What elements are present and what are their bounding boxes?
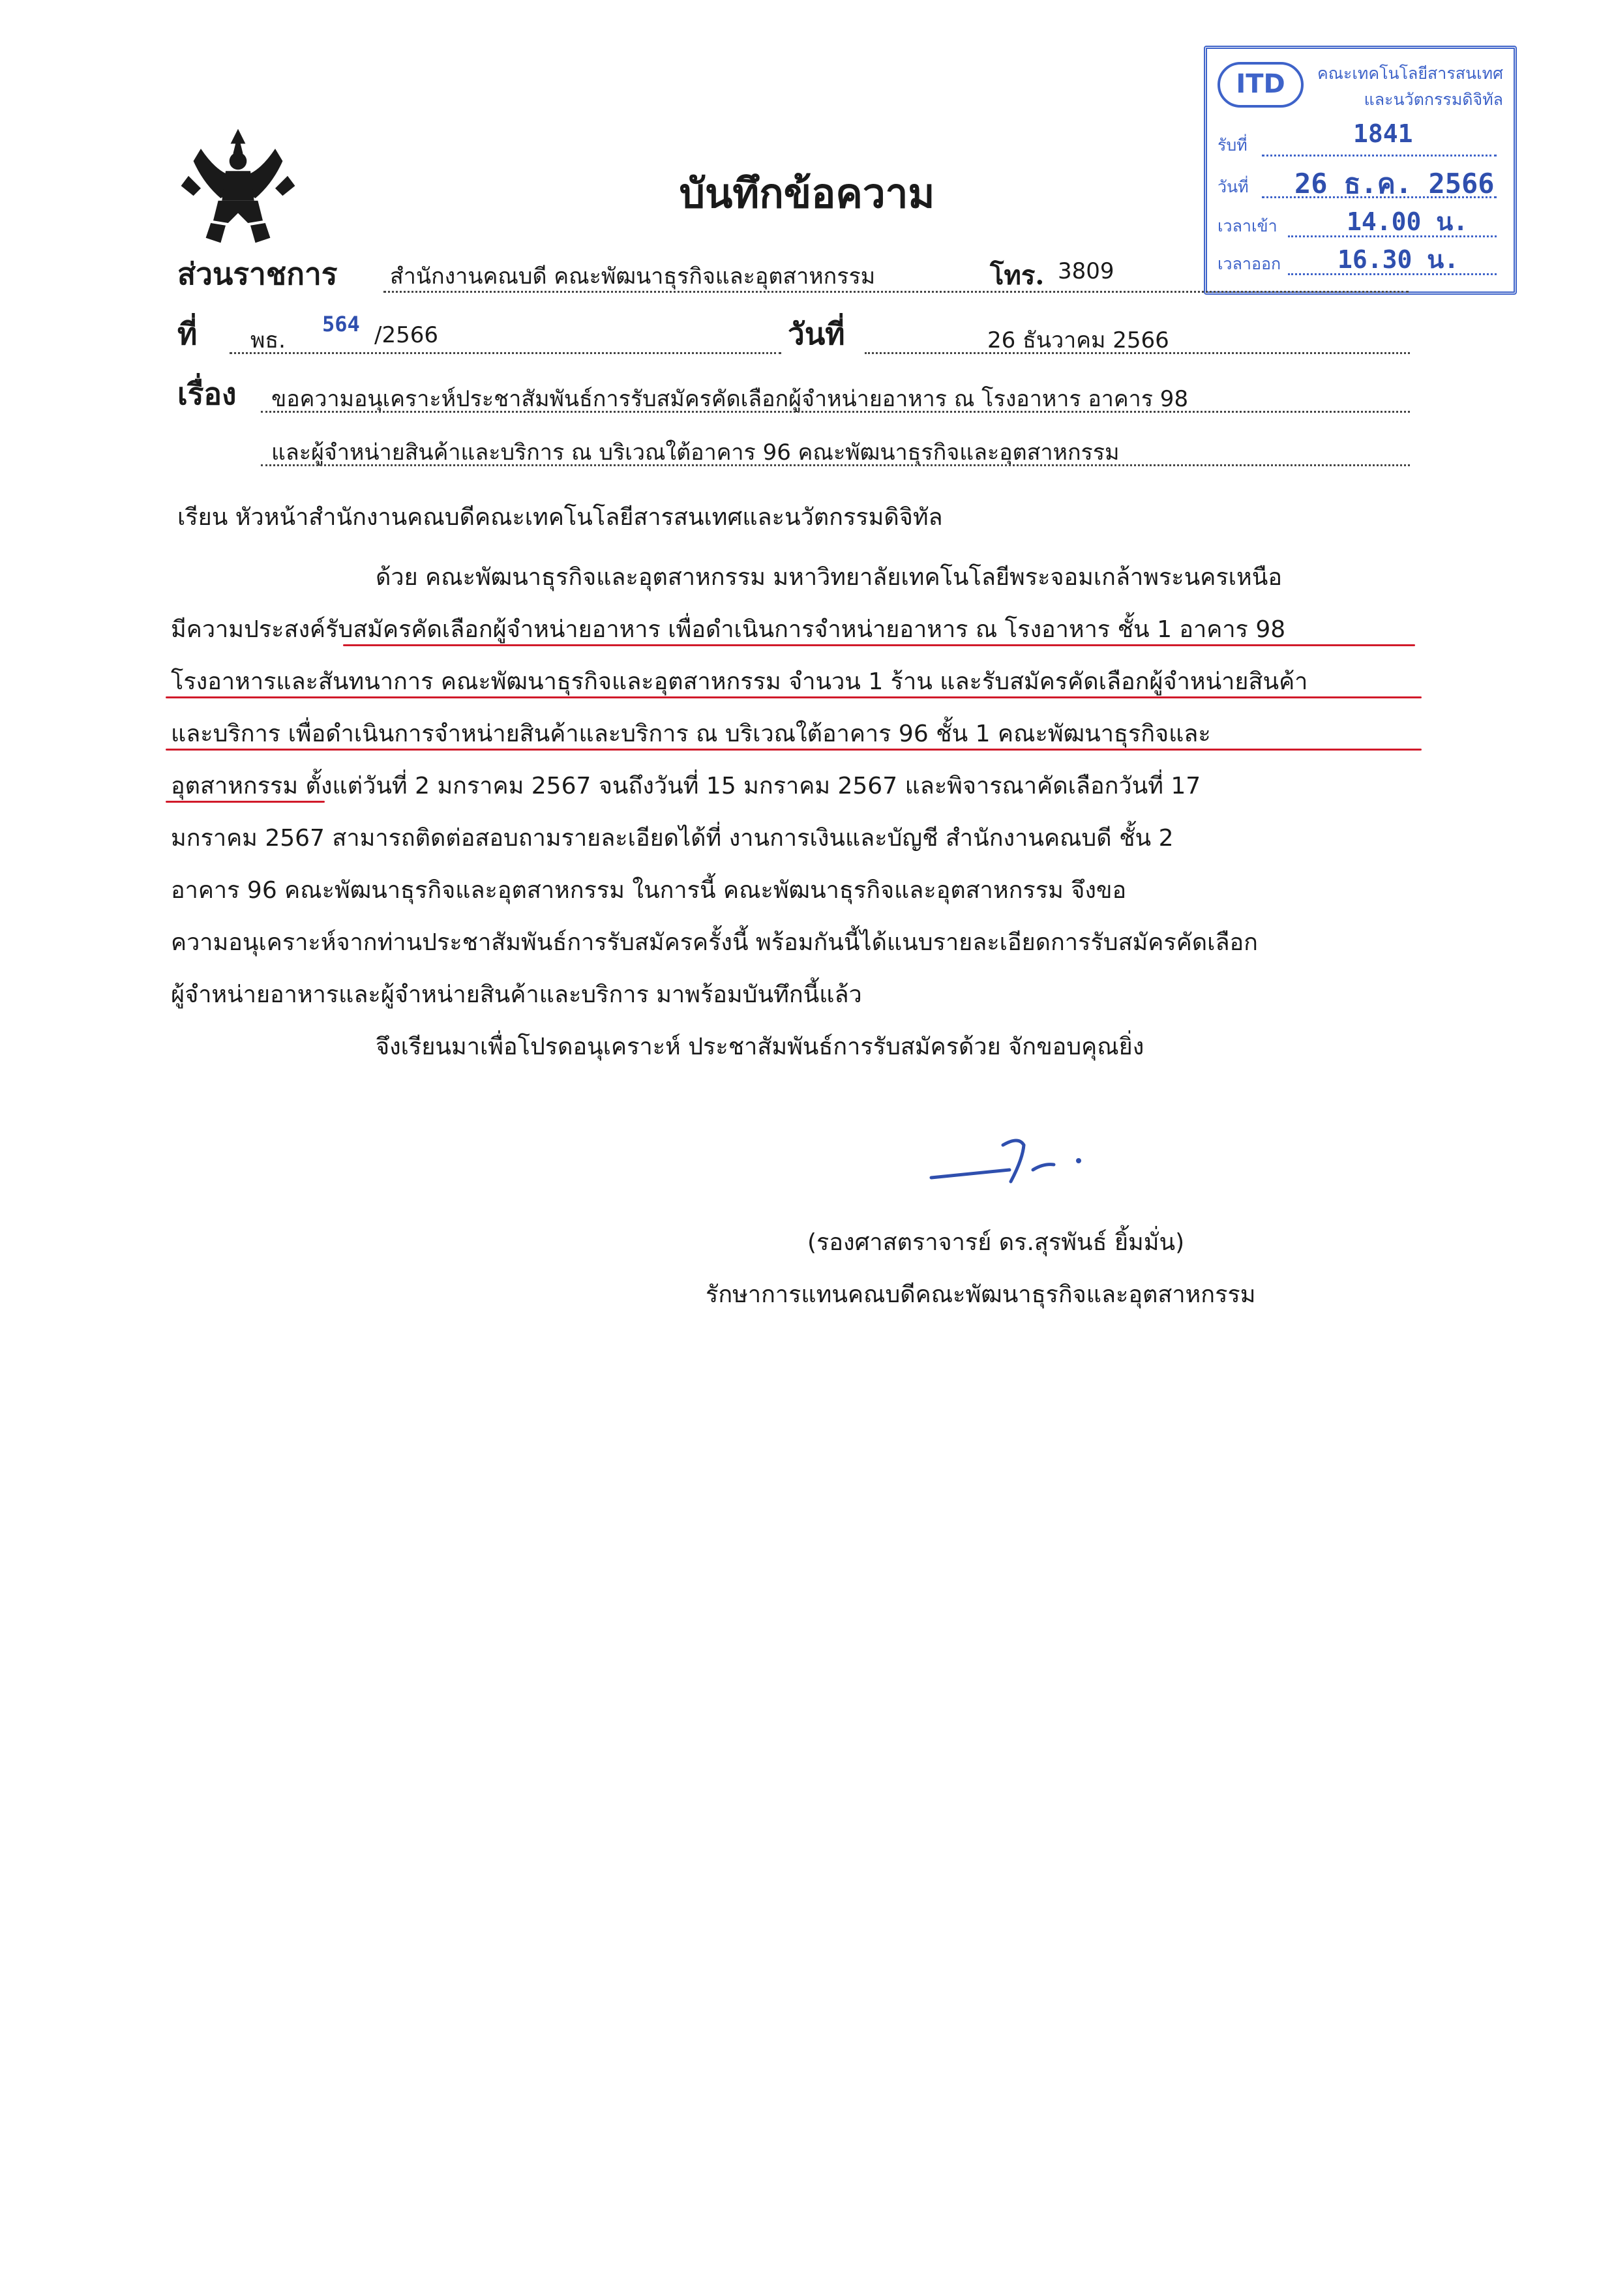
ref-number: 564	[322, 312, 360, 336]
stamp-time-out-label: เวลาออก	[1218, 254, 1281, 273]
body-line: โรงอาหารและสันทนาการ คณะพัฒนาธุรกิจและอุตสาหกรรม จำนวน 1 ร้าน และรับสมัครคัดเลือกผู้จำหน่ายสินค้า	[171, 668, 1308, 695]
stamp-logo: ITD	[1218, 62, 1304, 108]
red-underline	[166, 749, 1422, 751]
agency-label: ส่วนราชการ	[177, 256, 338, 291]
subject-label: เรื่อง	[177, 376, 237, 411]
stamp-time-out-value: 16.30 น.	[1338, 245, 1459, 274]
date-dotline	[865, 352, 1410, 354]
stamp-date-value: 26 ธ.ค. 2566	[1294, 168, 1495, 200]
signature-icon	[926, 1122, 1102, 1193]
body-line: ด้วย คณะพัฒนาธุรกิจและอุตสาหกรรม มหาวิทยาลัยเทคโนโลยีพระจอมเกล้าพระนครเหนือ	[376, 564, 1282, 591]
stamp-received-value: 1841	[1353, 119, 1413, 148]
stamp-org-line1: คณะเทคโนโลยีสารสนเทศ	[1317, 64, 1503, 83]
red-underline	[166, 696, 1422, 698]
subject-line-1: ขอความอนุเคราะห์ประชาสัมพันธ์การรับสมัครคัดเลือกผู้จำหน่ายอาหาร ณ โรงอาหาร อาคาร 98	[271, 386, 1189, 412]
stamp-received-label: รับที่	[1218, 136, 1248, 155]
tel-value: 3809	[1058, 258, 1114, 284]
red-underline	[343, 644, 1415, 646]
subject-dotline-2	[261, 464, 1410, 466]
salutation: เรียน หัวหน้าสำนักงานคณบดีคณะเทคโนโลยีสารสนเทศและนวัตกรรมดิจิทัล	[177, 504, 943, 531]
date-label: วันที่	[788, 316, 845, 351]
stamp-dots	[1262, 155, 1497, 157]
body-line: มกราคม 2567 สามารถติดต่อสอบถามรายละเอียดได้ที่ งานการเงินและบัญชี สำนักงานคณบดี ชั้น 2	[171, 825, 1174, 852]
signer-position: รักษาการแทนคณบดีคณะพัฒนาธุรกิจและอุตสาหกรรม	[706, 1281, 1256, 1308]
body-line: อุตสาหกรรม ตั้งแต่วันที่ 2 มกราคม 2567 จนถึงวันที่ 15 มกราคม 2567 และพิจารณาคัดเลือกวันที่ 17	[171, 773, 1201, 799]
ref-dotline	[230, 352, 781, 354]
body-line: ผู้จำหน่ายอาหารและผู้จำหน่ายสินค้าและบริการ มาพร้อมบันทึกนี้แล้ว	[171, 981, 862, 1008]
red-underline	[166, 801, 325, 803]
stamp-org-line2: และนวัตกรรมดิจิทัล	[1364, 90, 1503, 109]
ref-prefix: พธ.	[250, 327, 286, 353]
document-title: บันทึกข้อความ	[679, 170, 935, 217]
agency-value: สำนักงานคณบดี คณะพัฒนาธุรกิจและอุตสาหกรรม	[390, 263, 876, 290]
ref-label: ที่	[177, 316, 198, 351]
body-line: และบริการ เพื่อดำเนินการจำหน่ายสินค้าและบริการ ณ บริเวณใต้อาคาร 96 ชั้น 1 คณะพัฒนาธุรกิจและ	[171, 721, 1211, 747]
body-line: มีความประสงค์รับสมัครคัดเลือกผู้จำหน่ายอาหาร เพื่อดำเนินการจำหน่ายอาหาร ณ โรงอาหาร ชั้น 1 อาคาร 98	[171, 616, 1286, 643]
agency-dotline	[383, 291, 1409, 293]
closing-line: จึงเรียนมาเพื่อโปรดอนุเคราะห์ ประชาสัมพันธ์การรับสมัครด้วย จักขอบคุณยิ่ง	[376, 1034, 1144, 1060]
body-line: ความอนุเคราะห์จากท่านประชาสัมพันธ์การรับสมัครครั้งนี้ พร้อมกันนี้ได้แนบรายละเอียดการรับสมัครคัดเลือก	[171, 929, 1258, 956]
ref-suffix: /2566	[374, 322, 438, 348]
tel-label: โทร.	[990, 260, 1045, 291]
date-value: 26 ธันวาคม 2566	[987, 327, 1169, 353]
body-line: อาคาร 96 คณะพัฒนาธุรกิจและอุตสาหกรรม ในการนี้ คณะพัฒนาธุรกิจและอุตสาหกรรม จึงขอ	[171, 877, 1127, 904]
signer-name: (รองศาสตราจารย์ ดร.สุรพันธ์ ยิ้มมั่น)	[807, 1229, 1185, 1256]
stamp-date-label: วันที่	[1218, 177, 1249, 196]
receipt-stamp	[1204, 46, 1517, 295]
stamp-time-in-label: เวลาเข้า	[1218, 216, 1278, 235]
subject-line-2: และผู้จำหน่ายสินค้าและบริการ ณ บริเวณใต้อาคาร 96 คณะพัฒนาธุรกิจและอุตสาหกรรม	[271, 440, 1120, 466]
stamp-time-in-value: 14.00 น.	[1347, 207, 1469, 236]
subject-dotline-1	[261, 411, 1410, 413]
